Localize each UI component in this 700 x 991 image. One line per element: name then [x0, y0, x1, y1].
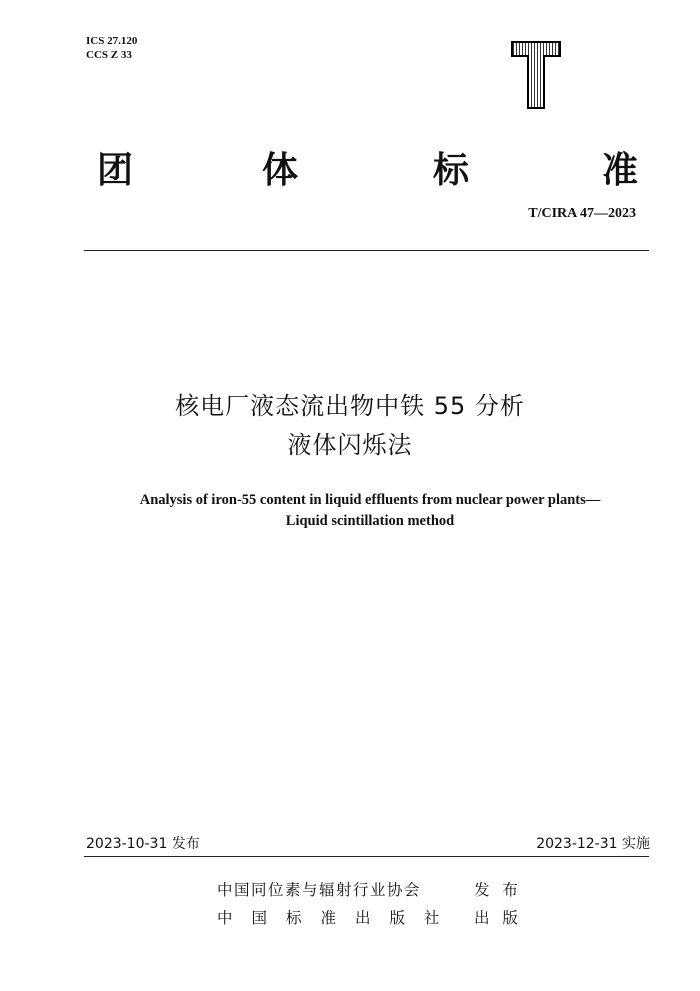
- category-char-1: 团: [97, 150, 136, 191]
- standard-number: T/CIRA 47—2023: [528, 206, 636, 221]
- category-char-2: 体: [262, 150, 301, 191]
- press-char: 标: [286, 909, 304, 927]
- issuer-name: 中国同位素与辐射行业协会: [217, 881, 422, 899]
- title-en-line1: Analysis of iron-55 content in liquid effluents from nuclear power plants—: [139, 492, 601, 508]
- title-cn-line1: 核电厂液态流出物中铁 55 分析: [175, 392, 525, 420]
- ccs-code: CCS Z 33: [86, 49, 132, 61]
- press-char: 国: [251, 909, 269, 927]
- title-cn-line2: 液体闪烁法: [287, 431, 413, 459]
- category-char-4: 准: [602, 150, 641, 191]
- press-char: 出: [355, 909, 373, 927]
- press-char: 准: [320, 909, 338, 927]
- ics-code: ICS 27.120: [86, 35, 138, 47]
- category-char-3: 标: [433, 150, 472, 191]
- press-name: [217, 906, 459, 928]
- title-en-line2: Liquid scintillation method: [285, 513, 455, 529]
- press-char: 社: [424, 909, 442, 927]
- press-char: 版: [389, 909, 407, 927]
- classification-codes: [86, 34, 137, 62]
- issue-date: 2023-10-31 发布: [86, 836, 200, 852]
- top-divider: [84, 250, 649, 251]
- bottom-divider: [84, 856, 649, 857]
- press-action: 出 版: [474, 909, 518, 927]
- standard-type-T-logo-icon: [510, 40, 562, 110]
- implement-date: 2023-12-31 实施: [536, 836, 650, 852]
- issuer-action: 发 布: [474, 881, 518, 899]
- press-char: 中: [217, 909, 235, 927]
